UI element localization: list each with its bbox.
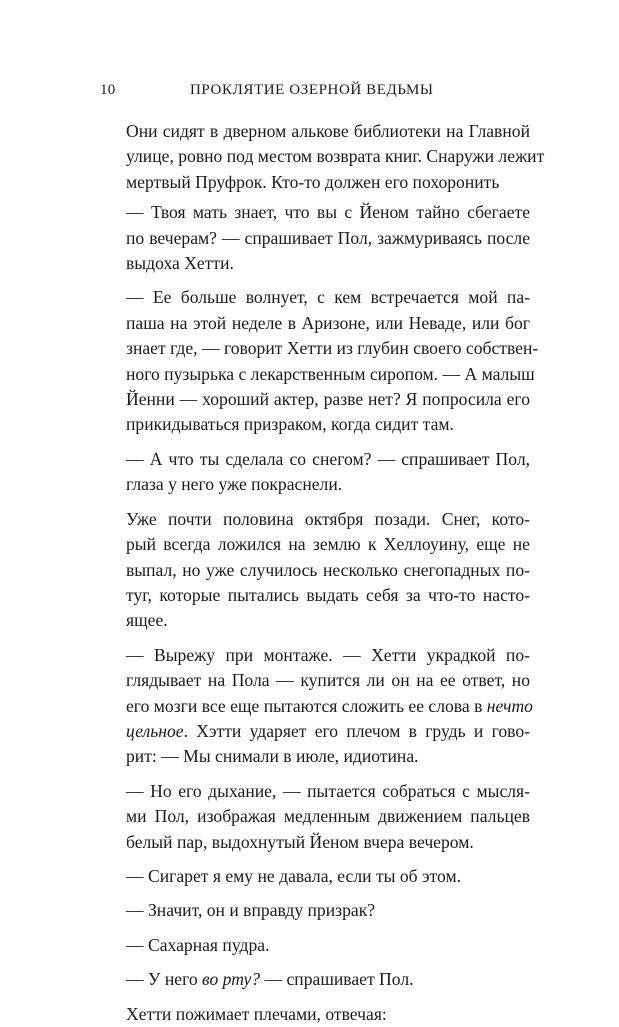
- text-line: рит: — Мы снимали в июле, идиотина.: [126, 746, 419, 767]
- text-run: — спрашивает Пол.: [260, 969, 414, 990]
- text-line: знает где, — говорит Хетти из глубин своего собствен-: [126, 338, 539, 359]
- text-line: белый пар, выдохнутый Йеном вчера вечером.: [126, 831, 474, 852]
- running-head: [100, 79, 530, 101]
- paragraph: [100, 285, 539, 437]
- paragraph: [100, 507, 530, 634]
- text-line: — Твоя мать знает, что вы с Йеном тайно сбегаете: [126, 202, 530, 223]
- text-line: Они сидят в дверном алькове библиотеки на Главной: [126, 121, 530, 141]
- paragraph: [100, 898, 530, 923]
- text-line: глядывает на Пола — купится ли он на ее ответ, но: [126, 670, 530, 691]
- book-title: ПРОКЛЯТИЕ ОЗЕРНОЙ ВЕДЬМЫ: [190, 82, 434, 98]
- text-line: ящее.: [126, 610, 168, 631]
- text-line: [100, 719, 530, 744]
- text-line: — Ее больше волнует, с кем встречается мой па-: [126, 287, 530, 308]
- text-line: — Но его дыхание, — пытается собраться с мысля-: [126, 780, 530, 801]
- text-line: Уже почти половина октября позади. Снег, кото-: [126, 508, 530, 529]
- text-line: — А что ты сделала со снегом? — спрашивает Пол,: [126, 448, 530, 469]
- text-line: Хетти пожимает плечами, отвечая:: [126, 1003, 387, 1024]
- text-line: — Вырежу при монтаже. — Хетти украдкой по-: [126, 644, 530, 665]
- paragraph: [100, 967, 530, 992]
- page-number: 10: [100, 82, 116, 98]
- text-line: выдоха Хетти.: [126, 253, 234, 274]
- italic-phrase: цельное: [126, 720, 184, 741]
- text-line: рый всегда ложился на землю к Хеллоуину, еще не: [126, 534, 530, 555]
- text-run: его мозги все еще пытаются сложить ее слова в: [126, 695, 487, 716]
- text-line: — Сахарная пудра.: [126, 934, 270, 955]
- text-line: ми Пол, изображая медленным движением пальцев: [126, 806, 530, 827]
- text-line: — Значит, он и вправду призрак?: [126, 900, 376, 921]
- text-line: — Сигарет я ему не давала, если ты об этом.: [126, 865, 462, 886]
- text-line: ного пузырька с лекарственным сиропом. — А малыш: [126, 363, 535, 384]
- text-line: глаза у него уже покраснели.: [126, 474, 343, 495]
- text-line: выпал, но уже случилось несколько снегопадных по-: [126, 559, 530, 580]
- text-line: по вечерам? — спрашивает Пол, зажмуриваясь после: [126, 227, 530, 248]
- paragraph: [100, 447, 530, 498]
- text-line: улице, ровно под местом возврата книг. Снаружи лежит: [126, 146, 545, 167]
- paragraph: [100, 864, 530, 889]
- text-run: — У него: [126, 969, 203, 990]
- text-line: мертвый Пруфрок. Кто-то должен его похоронить: [126, 171, 500, 192]
- paragraph: [100, 200, 530, 276]
- text-line: [100, 967, 530, 992]
- paragraph: [100, 1002, 530, 1027]
- paragraph: [100, 119, 545, 195]
- text-run: . Хэтти ударяет его плечом в грудь и гово-: [183, 720, 530, 741]
- text-line: паша на этой неделе в Аризоне, или Неваде, или бог: [126, 312, 530, 333]
- body-text: [100, 119, 545, 1027]
- italic-phrase: во рту?: [202, 969, 261, 990]
- paragraph: [100, 779, 530, 855]
- text-line: [100, 694, 533, 719]
- text-line: Йенни — хороший актер, разве нет? Я попросила его: [126, 389, 530, 410]
- italic-phrase: нечто: [486, 695, 533, 716]
- text-line: прикидываться призраком, когда сидит там.: [126, 414, 454, 435]
- paragraph: [100, 643, 533, 770]
- text-line: туг, которые пытались выдать себя за что-то насто-: [126, 584, 530, 605]
- paragraph: [100, 933, 530, 958]
